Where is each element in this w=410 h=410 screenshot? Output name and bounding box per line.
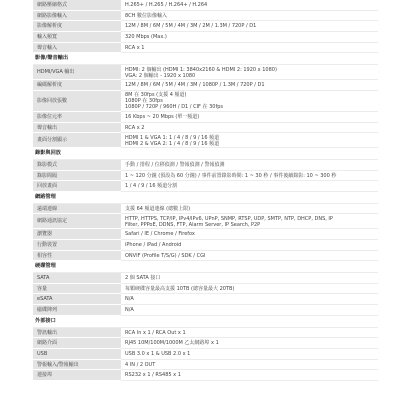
spec-row [33, 214, 378, 229]
spec-label: 網路介面 [33, 338, 121, 349]
spec-label: USB [33, 349, 121, 360]
spec-value: HDMI: 2 個輸出 (HDMI 1: 3840x2160 & HDMI 2: 1920 x 1080) VGA: 2 個輸出 - 1920 x 1080 [121, 65, 378, 80]
spec-row [33, 160, 378, 171]
spec-row [33, 294, 378, 305]
spec-label: 磁碟陣列 [33, 305, 121, 316]
spec-label: 錄影間隔 [33, 171, 121, 182]
spec-row [33, 370, 378, 381]
spec-row [33, 91, 378, 112]
spec-row [33, 65, 378, 80]
spec-label: 瀏覽器 [33, 229, 121, 240]
spec-row [33, 204, 378, 215]
spec-label: HDMI/VGA 輸出 [33, 65, 121, 80]
spec-value: 12M / 8M / 6M / 5M / 4M / 3M / 2M / 1.3M / 720P / D1 [121, 21, 378, 32]
spec-row [33, 43, 378, 54]
spec-row [33, 360, 378, 371]
spec-label: 行動裝置 [33, 240, 121, 251]
section-heading: 硬碟管理 [33, 261, 378, 273]
spec-label: 影像回放張數 [33, 91, 121, 112]
spec-row [33, 0, 378, 11]
spec-label: SATA [33, 273, 121, 284]
spec-row [33, 181, 378, 192]
spec-value: 手動 / 排程 / 位移偵測 / 警報偵測 / 警報偵測 [121, 160, 378, 171]
spec-value: RCA x 2 [121, 123, 378, 134]
spec-row [33, 171, 378, 182]
spec-value: 支援 64 頻道連線 (總數上限) [121, 204, 378, 215]
spec-label: 聲音輸出 [33, 123, 121, 134]
spec-value: 2 個 SATA 接口 [121, 273, 378, 284]
spec-label: eSATA [33, 294, 121, 305]
spec-value: RCA In x 1 / RCA Out x 1 [121, 328, 378, 339]
spec-label: 警訊輸出 [33, 328, 121, 339]
spec-value: 8CH 數位影像輸入 [121, 11, 378, 22]
spec-value: RCA x 1 [121, 43, 378, 54]
spec-label: 網路壓縮格式 [33, 0, 121, 11]
spec-value: USB 3.0 x 1 & USB 2.0 x 1 [121, 349, 378, 360]
spec-value: Safari / IE / Chrome / Firefox [121, 229, 378, 240]
spec-label: 回放畫面 [33, 181, 121, 192]
spec-label: 輸入頻寬 [33, 32, 121, 43]
section-heading: 網路管理 [33, 192, 378, 204]
spec-value: ONVIF (Profile T/S/G) / SDK / CGI [121, 251, 378, 262]
spec-label: 編碼解析度 [33, 80, 121, 91]
spec-row [33, 338, 378, 349]
spec-value: HDMI 1 & VGA 1: 1 / 4 / 8 / 9 / 16 頻道 HDMI 2 & VGA 2: 1 / 4 / 8 / 9 / 16 頻道 [121, 133, 378, 148]
spec-label: 網路通訊協定 [33, 214, 121, 229]
spec-label: 錄影模式 [33, 160, 121, 171]
spec-value: HTTP, HTTPS, TCP/IP, IPv4/IPv6, UPnP, SNMP, RTSP, UDP, SMTP, NTP, DHCP, DNS, IP Filter, PPPoE, DDNS, FTP, Alarm Server, IP Search, P2P [121, 214, 378, 229]
spec-row [33, 32, 378, 43]
spec-row [33, 273, 378, 284]
spec-row [33, 305, 378, 316]
spec-value: iPhone / iPad / Android [121, 240, 378, 251]
spec-row [33, 349, 378, 360]
spec-row [33, 21, 378, 32]
spec-label: 網路影像輸入 [33, 11, 121, 22]
spec-label: 影像位元率 [33, 112, 121, 123]
spec-label: 相容性 [33, 251, 121, 262]
spec-row [33, 123, 378, 134]
spec-value: 每顆硬碟容量最高支援 10TB (總容量最大 20TB) [121, 284, 378, 295]
spec-label: 遠端連線 [33, 204, 121, 215]
section-heading: 影像/聲音輸出 [33, 53, 378, 65]
spec-row [33, 328, 378, 339]
spec-label: 影像解析度 [33, 21, 121, 32]
spec-value: RJ45 10M/100M/1000M 乙太網路埠 x 1 [121, 338, 378, 349]
spec-label: 畫面分割顯示 [33, 133, 121, 148]
spec-value: 16 Kbps ~ 20 Mbps (單一頻道) [121, 112, 378, 123]
spec-row [33, 229, 378, 240]
spec-row [33, 112, 378, 123]
spec-rows [33, 0, 378, 381]
section-heading: 錄影與回放 [33, 148, 378, 160]
section-heading: 外部接口 [33, 316, 378, 328]
spec-row [33, 251, 378, 262]
spec-row [33, 80, 378, 91]
spec-value: N/A [121, 305, 378, 316]
spec-row [33, 284, 378, 295]
spec-value: 8M 在 30fps (支援 4 頻道) 1080P 在 30fps 1080P / 720P / 960H / D1 / CIF 在 30fps [121, 91, 378, 112]
spec-row [33, 133, 378, 148]
spec-value: 320 Mbps (Max.) [121, 32, 378, 43]
spec-row [33, 240, 378, 251]
spec-value: 12M / 8M / 6M / 5M / 4M / 3M / 1080P / 1.3M / 720P / D1 [121, 80, 378, 91]
spec-table [33, 0, 378, 381]
spec-label: 連接埠 [33, 370, 121, 381]
spec-value: N/A [121, 294, 378, 305]
spec-label: 容量 [33, 284, 121, 295]
spec-label: 聲音輸入 [33, 43, 121, 54]
spec-value: RS232 x 1 / RS485 x 1 [121, 370, 378, 381]
spec-row [33, 11, 378, 22]
spec-value: 4 IN / 2 OUT [121, 360, 378, 371]
spec-value: H.265+ / H.265 / H.264+ / H.264 [121, 0, 378, 11]
spec-value: 1 ~ 120 分鐘 (預設為 60 分鐘) / 事件前置錄影時間: 1 ~ 30 秒 / 事件後續錄影: 10 ~ 300 秒 [121, 171, 378, 182]
spec-value: 1 / 4 / 9 / 16 頻道分割 [121, 181, 378, 192]
spec-label: 警報輸入/警報輸出 [33, 360, 121, 371]
